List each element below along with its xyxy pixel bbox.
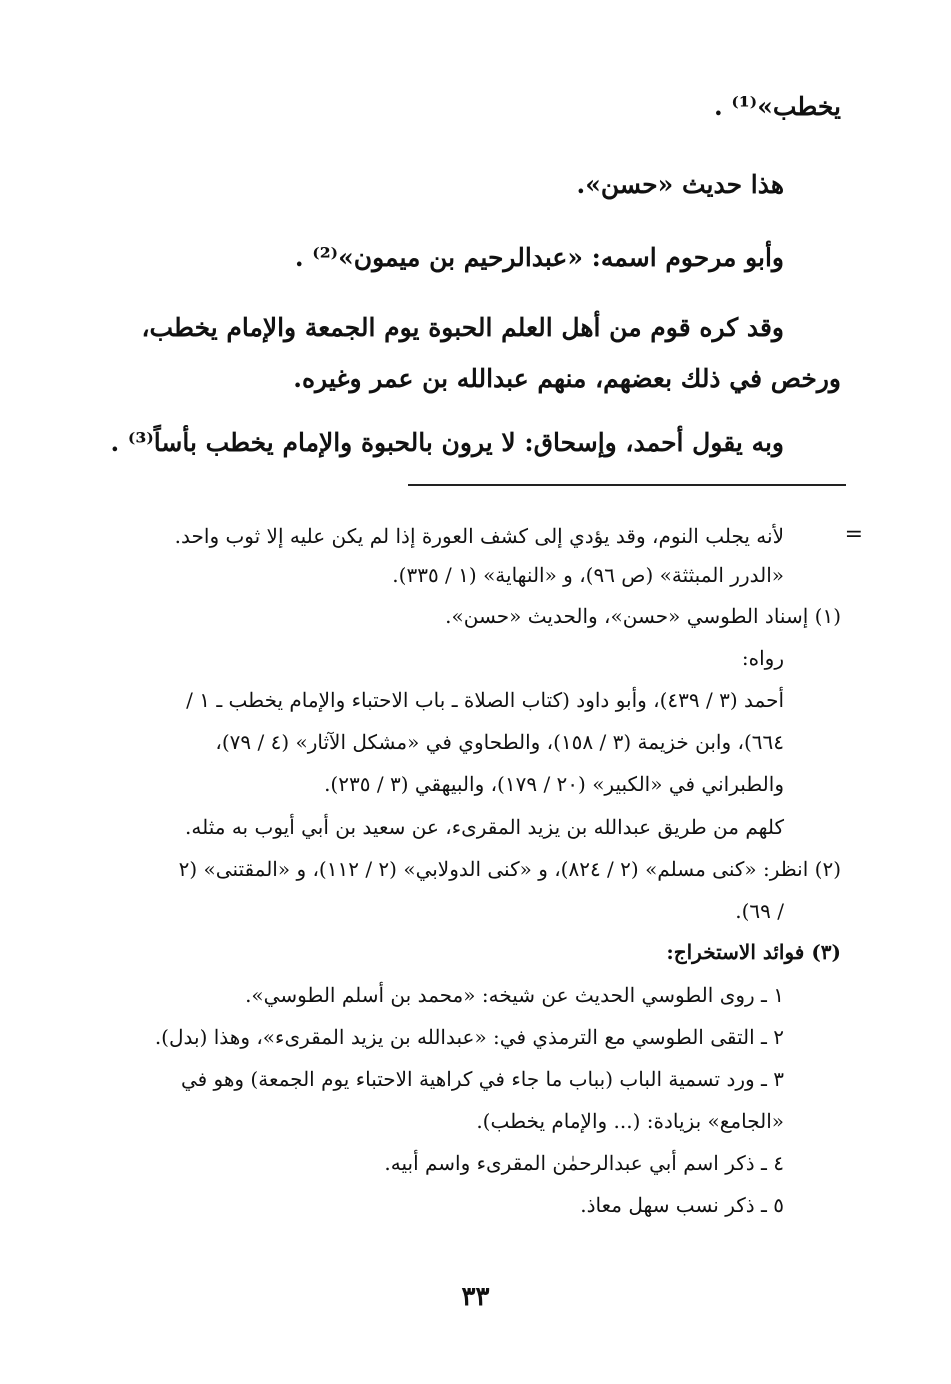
page-number: ٣٣ — [461, 1282, 490, 1312]
footnote-1-line-5: والطبراني في «الكبير» (٢٠ / ١٧٩)، والبيهقي (٣ / ٢٣٥). — [324, 772, 784, 796]
footnote-1-line-6: كلهم من طريق عبدالله بن يزيد المقرىء، عن سعيد بن أبي أيوب به مثله. — [185, 815, 784, 839]
footnote-3-item-1: ١ ـ روى الطوسي الحديث عن شيخه: «محمد بن أسلم الطوسي». — [245, 983, 784, 1007]
footnote-2-line-2: / ٦٩). — [735, 899, 784, 923]
footnote-continuation-marker: = — [844, 522, 863, 547]
footnote-separator — [408, 484, 846, 486]
footnote-3-item-2: ٢ ـ التقى الطوسي مع الترمذي في: «عبدالله بن يزيد المقرىء»، وهذا (بدل). — [154, 1025, 784, 1049]
main-text-line-1: يخطب»⁽¹⁾ . — [713, 92, 841, 121]
main-text-line-4: وقد كره قوم من أهل العلم الحبوة يوم الجمعة والإمام يخطب، — [141, 313, 784, 342]
footnote-3-item-5: ٥ ـ ذكر نسب سهل معاذ. — [580, 1193, 784, 1217]
footnote-1-line-1: (١) إسناد الطوسي «حسن»، والحديث «حسن». — [445, 604, 841, 628]
main-text-line-3: وأبو مرحوم اسمه: «عبدالرحيم بن ميمون»⁽²⁾ . — [294, 243, 784, 272]
main-text-line-2: هذا حديث «حسن». — [576, 170, 784, 199]
footnote-3-item-3-continued: «الجامع» بزيادة: (... والإمام يخطب). — [476, 1109, 784, 1133]
footnote-1-line-3: أحمد (٣ / ٤٣٩)، وأبو داود (كتاب الصلاة ـ باب الاحتباء والإمام يخطب ـ ١ / — [186, 688, 784, 712]
main-text-line-6: وبه يقول أحمد، وإسحاق: لا يرون بالحبوة والإمام يخطب بأساً⁽³⁾ . — [110, 428, 784, 457]
footnote-3-item-3: ٣ ـ ورد تسمية الباب (بباب ما جاء في كراهية الاحتباء يوم الجمعة) وهو في — [180, 1067, 784, 1091]
footnote-continued-line-2: «الدرر المبثثة» (ص ٩٦)، و «النهاية» (١ / ٣٣٥). — [392, 563, 784, 587]
footnote-3-item-4: ٤ ـ ذكر اسم أبي عبدالرحمٰن المقرىء واسم أبيه. — [384, 1151, 784, 1175]
footnote-continued-line-1: لأنه يجلب النوم، وقد يؤدي إلى كشف العورة إذا لم يكن عليه إلا ثوب واحد. — [174, 524, 784, 548]
footnote-1-line-4: ٦٦٤)، وابن خزيمة (٣ / ١٥٨)، والطحاوي في «مشكل الآثار» (٤ / ٧٩)، — [215, 730, 784, 754]
footnote-2-line-1: (٢) انظر: «كنى مسلم» (٢ / ٨٢٤)، و «كنى الدولابي» (٢ / ١١٢)، و «المقتنى» (٢ — [178, 857, 841, 881]
footnote-1-line-2: رواه: — [741, 646, 784, 670]
main-text-line-5: ورخص في ذلك بعضهم، منهم عبدالله بن عمر وغيره. — [293, 364, 841, 393]
footnote-3-heading: (٣) فوائد الاستخراج: — [666, 940, 841, 964]
